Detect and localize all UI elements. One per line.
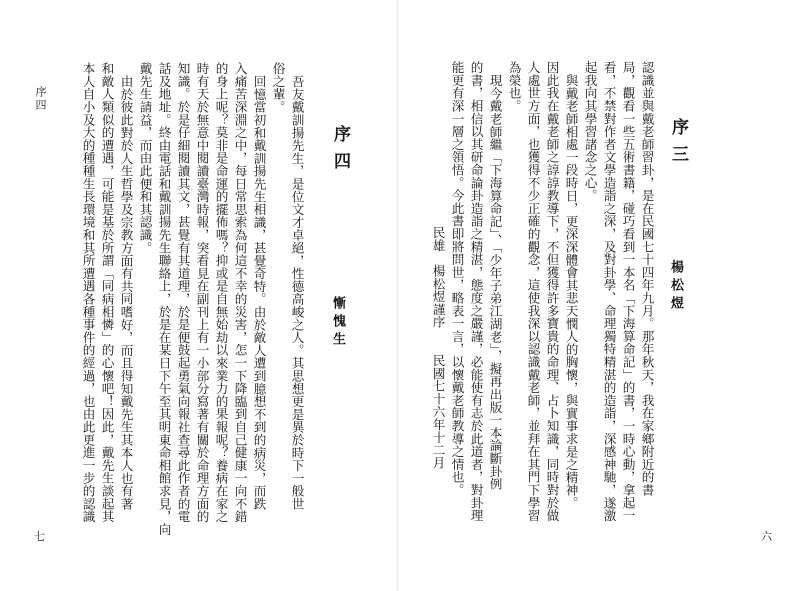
- text-column: 由於彼此對於人生哲學及宗教方面有共同嗜好，而且得知戴先生其本人也有著: [118, 75, 134, 511]
- chapter-title: 序三: [668, 118, 688, 172]
- text-column: 回憶當初和戴訓揚先生相識，甚覺奇特。由於敵人遭到臆想不到的病災，而跌: [251, 75, 267, 511]
- text-column: 本人自小及大的種種生長環境和其所遭遇各種事件的經過，也由此更進一步的認識: [80, 62, 96, 523]
- page-number: 七: [34, 530, 45, 543]
- text-column: 認識並與戴老師習卦，是在民國七十四年九月。那年秋天，我在家鄉附近的書: [639, 61, 655, 497]
- text-column: 起我向其學習諸念之心。: [582, 61, 598, 202]
- text-column: 和敵人類似的遭遇，可能是基於所謂「同病相憐」的心懷吧！因此，戴先生談起其: [99, 62, 115, 523]
- page-number: 六: [761, 530, 772, 543]
- author-name: 慚愧生: [330, 296, 345, 350]
- text-column: 的身上呢？莫非是命運的擺佈嗎？抑或是自無始劫以來業力的果報呢？養病在家之: [213, 62, 229, 523]
- text-column: 因此我在戴老師之諄諄教導下，不但獲得許多寶貴的命理、占卜知識，同時對於做: [544, 61, 560, 522]
- text-column: 話及地址。終由電話和戴訓揚先生聯絡上，於是在某日下午至其明東命相館求見，向: [156, 62, 172, 536]
- text-column: 入痛苦深淵之中，每日常思索為何這不幸的災害，怎一下降臨到自己健康一向不錯: [232, 62, 248, 523]
- text-column: 吾友戴訓揚先生，是位文才卓絕，性德高峻之人。其思想更是異於時下一般世: [289, 75, 305, 511]
- author-name: 楊松煜: [668, 260, 683, 314]
- chapter-title: 序四: [330, 125, 350, 179]
- text-column: 知識。於是仔細閱讀其文，甚覺有其道理，於是便鼓起勇氣向報社查尋此作者的電: [175, 62, 191, 523]
- text-column: 能更有深一層之領悟。今此書即將問世，略表一言，以懷戴老師教導之情也。: [449, 61, 465, 497]
- text-column: 看，不禁對作者文學造詣之深，及對卦學、命理獨特精湛的造詣，深感神馳，遂激: [601, 61, 617, 522]
- right-page: [399, 0, 793, 591]
- text-column: 的書，相信以其研命論卦造詣之精湛，態度之嚴謹，必能使有志於此道者，對卦理: [468, 61, 484, 522]
- text-column: 局，觀看一些五術書籍，碰巧看到一本名「下海算命記」的書，一時心動，拿起一: [620, 61, 636, 522]
- text-column: 與戴老師相處一段時日，更深深體會其悲天憫人的胸懷，與實事求是之精神。: [563, 74, 579, 510]
- running-head: 序四: [34, 86, 47, 112]
- text-column: 為榮也。: [506, 61, 522, 113]
- signature-line: 民雄 楊松煜謹序 民國七十六年十二月: [430, 226, 446, 470]
- text-column: 俗之輩。: [270, 62, 286, 114]
- text-column: 時有天於無意中閱讀臺灣時報，突看見在副刊上有一小部分寫著有關於命理方面的: [194, 62, 210, 523]
- text-column: 戴先生請益，而由此便和其認識。: [137, 62, 153, 254]
- text-column: 現今戴老師繼「下海算命記」、「少年子弟江湖老」，擬再出版一本論斷卦例: [487, 74, 503, 491]
- text-column: 人處世方面，也獲得不少正確的觀念，這使我深以認識戴老師，並拜在其門下學習: [525, 61, 541, 522]
